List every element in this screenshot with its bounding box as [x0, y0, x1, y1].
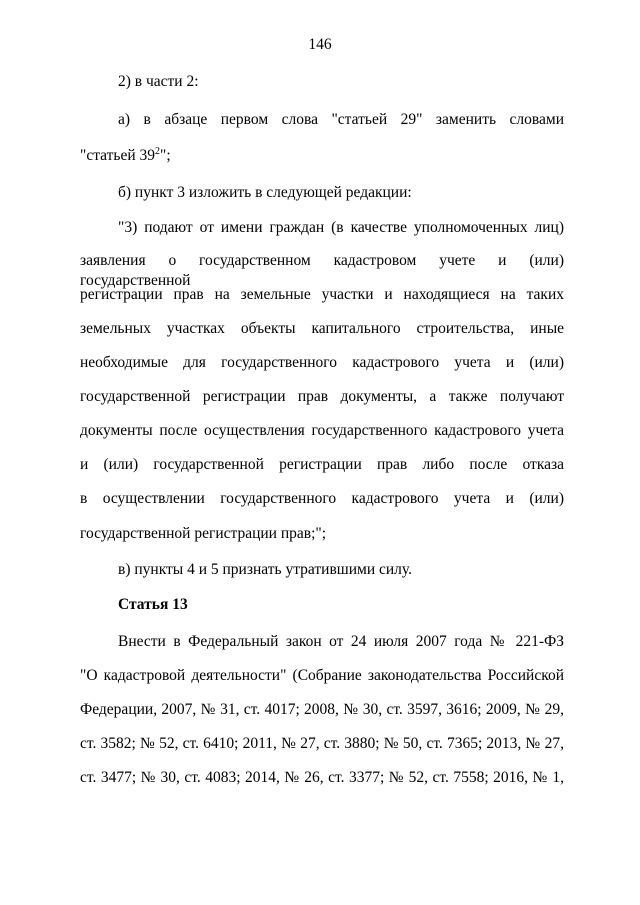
text-line: Федерации, 2007, № 31, ст. 4017; 2008, № 30, ст. 3597, 3616; 2009, № 29,: [80, 701, 564, 718]
text-line: необходимые для государственного кадастрового учета и (или): [80, 354, 564, 371]
text-line: в) пункты 4 и 5 признать утратившими силу.: [118, 561, 412, 578]
text-line: 2) в части 2:: [118, 73, 199, 90]
text-line: "статьей $39^2$";: [80, 146, 171, 164]
article-heading: Статья 13: [118, 596, 188, 613]
text-line: земельных участках объекты капитального строительства, иные: [80, 320, 564, 337]
text-line: б) пункт 3 изложить в следующей редакции:: [118, 184, 412, 201]
text-line: "О кадастровой деятельности" (Собрание законодательства Российской: [80, 667, 564, 684]
text-line: государственной регистрации прав документы, а также получают: [80, 388, 564, 405]
text-line: в осуществлении государственного кадастрового учета и (или): [80, 490, 564, 507]
page-number: 146: [308, 36, 332, 53]
superscript: 2: [155, 146, 161, 157]
text-line: Внести в Федеральный закон от 24 июля 2007 года № 221-ФЗ: [118, 633, 564, 650]
text-line: документы после осуществления государственного кадастрового учета: [80, 422, 564, 439]
text-line: ст. 3477; № 30, ст. 4083; 2014, № 26, ст. 3377; № 52, ст. 7558; 2016, № 1,: [80, 769, 564, 786]
text-line: ст. 3582; № 52, ст. 6410; 2011, № 27, ст. 3880; № 50, ст. 7365; 2013, № 27,: [80, 735, 564, 752]
text-line: "3) подают от имени граждан (в качестве уполномоченных лиц): [118, 219, 564, 236]
text-line: регистрации прав на земельные участки и находящиеся на таких: [80, 286, 564, 303]
text-line: заявления о государственном кадастровом учете и (или) государственной: [80, 252, 564, 289]
text-line: а) в абзаце первом слова "статьей 29" заменить словами: [118, 111, 564, 128]
text-line: и (или) государственной регистрации прав либо после отказа: [80, 456, 564, 473]
text-line: государственной регистрации прав;";: [80, 525, 327, 542]
